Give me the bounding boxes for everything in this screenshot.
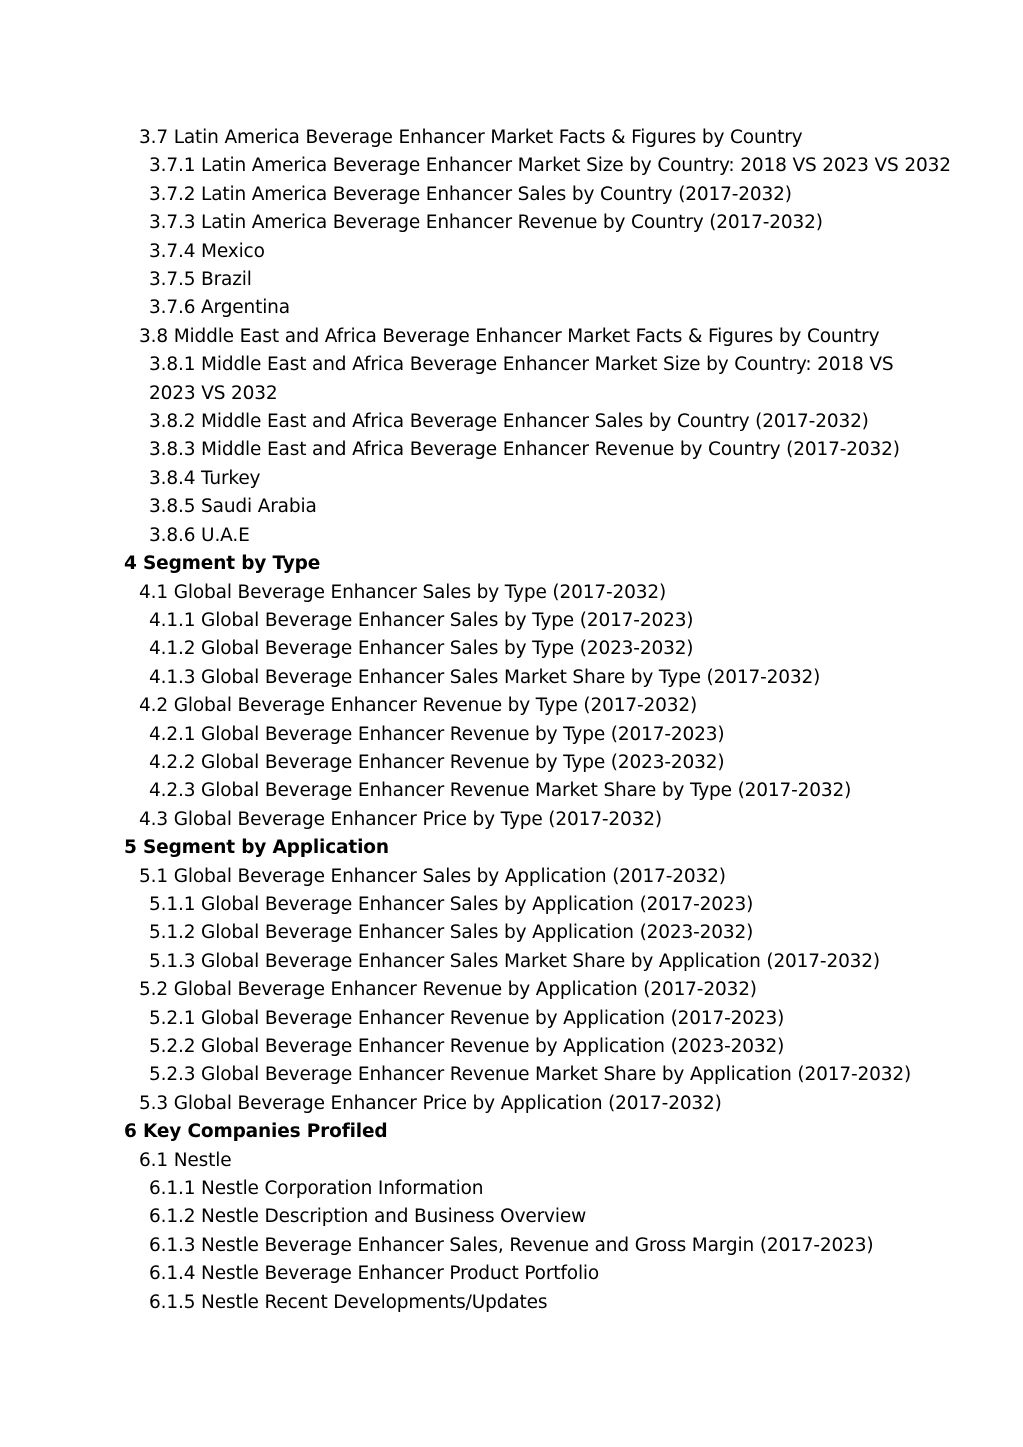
toc-entry: 4.1.1 Global Beverage Enhancer Sales by Type (2017-2023)	[149, 609, 694, 631]
toc-entry: 6.1.2 Nestle Description and Business Overview	[149, 1206, 587, 1228]
toc-entry: 4.1 Global Beverage Enhancer Sales by Type (2017-2032)	[139, 581, 667, 603]
toc-section-heading: 5 Segment by Application	[124, 837, 389, 859]
toc-entry: 3.7.4 Mexico	[149, 240, 265, 262]
toc-section-heading: 4 Segment by Type	[124, 553, 321, 575]
toc-entry: 5.2.1 Global Beverage Enhancer Revenue by Application (2017-2023)	[149, 1007, 785, 1029]
toc-entry: 3.7.1 Latin America Beverage Enhancer Market Size by Country: 2018 VS 2023 VS 2032	[149, 155, 951, 177]
toc-entry: 4.2.2 Global Beverage Enhancer Revenue by Type (2023-2032)	[149, 751, 725, 773]
toc-entry: 3.7 Latin America Beverage Enhancer Market Facts & Figures by Country	[139, 127, 803, 148]
toc-entry: 3.8.4 Turkey	[149, 467, 261, 489]
toc-entry: 5.3 Global Beverage Enhancer Price by Application (2017-2032)	[139, 1092, 722, 1114]
toc-entry: 3.7.3 Latin America Beverage Enhancer Revenue by Country (2017-2032)	[149, 212, 823, 234]
toc-entry: 3.8.6 U.A.E	[149, 524, 250, 546]
toc-entry: 3.8.1 Middle East and Africa Beverage Enhancer Market Size by Country: 2018 VS 2023 VS 2032	[149, 354, 894, 404]
toc-entry: 3.8.2 Middle East and Africa Beverage Enhancer Sales by Country (2017-2032)	[149, 411, 869, 433]
toc-entry: 3.7.2 Latin America Beverage Enhancer Sales by Country (2017-2032)	[149, 183, 792, 205]
toc-entry: 5.2.2 Global Beverage Enhancer Revenue by Application (2023-2032)	[149, 1036, 785, 1057]
toc-section-heading: 6 Key Companies Profiled	[124, 1121, 388, 1143]
table-of-contents	[124, 124, 951, 1317]
toc-entry: 4.3 Global Beverage Enhancer Price by Type (2017-2032)	[139, 808, 662, 830]
toc-entry: 5.1.1 Global Beverage Enhancer Sales by Application (2017-2023)	[149, 893, 754, 915]
toc-entry: 4.1.2 Global Beverage Enhancer Sales by Type (2023-2032)	[149, 638, 694, 660]
toc-entry: 6.1.1 Nestle Corporation Information	[149, 1178, 484, 1200]
toc-entry: 5.1.2 Global Beverage Enhancer Sales by Application (2023-2032)	[149, 922, 754, 944]
toc-entry: 5.1.3 Global Beverage Enhancer Sales Market Share by Application (2017-2032)	[149, 950, 880, 972]
toc-entry: 3.7.6 Argentina	[149, 297, 290, 319]
toc-entry: 5.1 Global Beverage Enhancer Sales by Application (2017-2032)	[139, 865, 726, 887]
toc-entry: 4.2.3 Global Beverage Enhancer Revenue Market Share by Type (2017-2032)	[149, 780, 852, 802]
toc-entry: 6.1.4 Nestle Beverage Enhancer Product Portfolio	[149, 1263, 600, 1285]
toc-entry: 5.2.3 Global Beverage Enhancer Revenue Market Share by Application (2017-2032)	[149, 1064, 912, 1086]
toc-entry: 3.7.5 Brazil	[149, 269, 252, 291]
toc-entry: 3.8.5 Saudi Arabia	[149, 496, 317, 518]
toc-entry: 6.1 Nestle	[139, 1149, 232, 1171]
toc-entry: 4.2.1 Global Beverage Enhancer Revenue by Type (2017-2023)	[149, 723, 725, 745]
toc-entry: 4.2 Global Beverage Enhancer Revenue by Type (2017-2032)	[139, 695, 698, 717]
toc-entry: 6.1.5 Nestle Recent Developments/Updates	[149, 1291, 548, 1313]
toc-entry: 4.1.3 Global Beverage Enhancer Sales Market Share by Type (2017-2032)	[149, 666, 821, 688]
toc-entry: 3.8.3 Middle East and Africa Beverage Enhancer Revenue by Country (2017-2032)	[149, 439, 900, 461]
toc-entry: 6.1.3 Nestle Beverage Enhancer Sales, Revenue and Gross Margin (2017-2023)	[149, 1234, 874, 1256]
toc-entry: 5.2 Global Beverage Enhancer Revenue by Application (2017-2032)	[139, 979, 757, 1001]
toc-entry: 3.8 Middle East and Africa Beverage Enhancer Market Facts & Figures by Country	[139, 325, 880, 347]
